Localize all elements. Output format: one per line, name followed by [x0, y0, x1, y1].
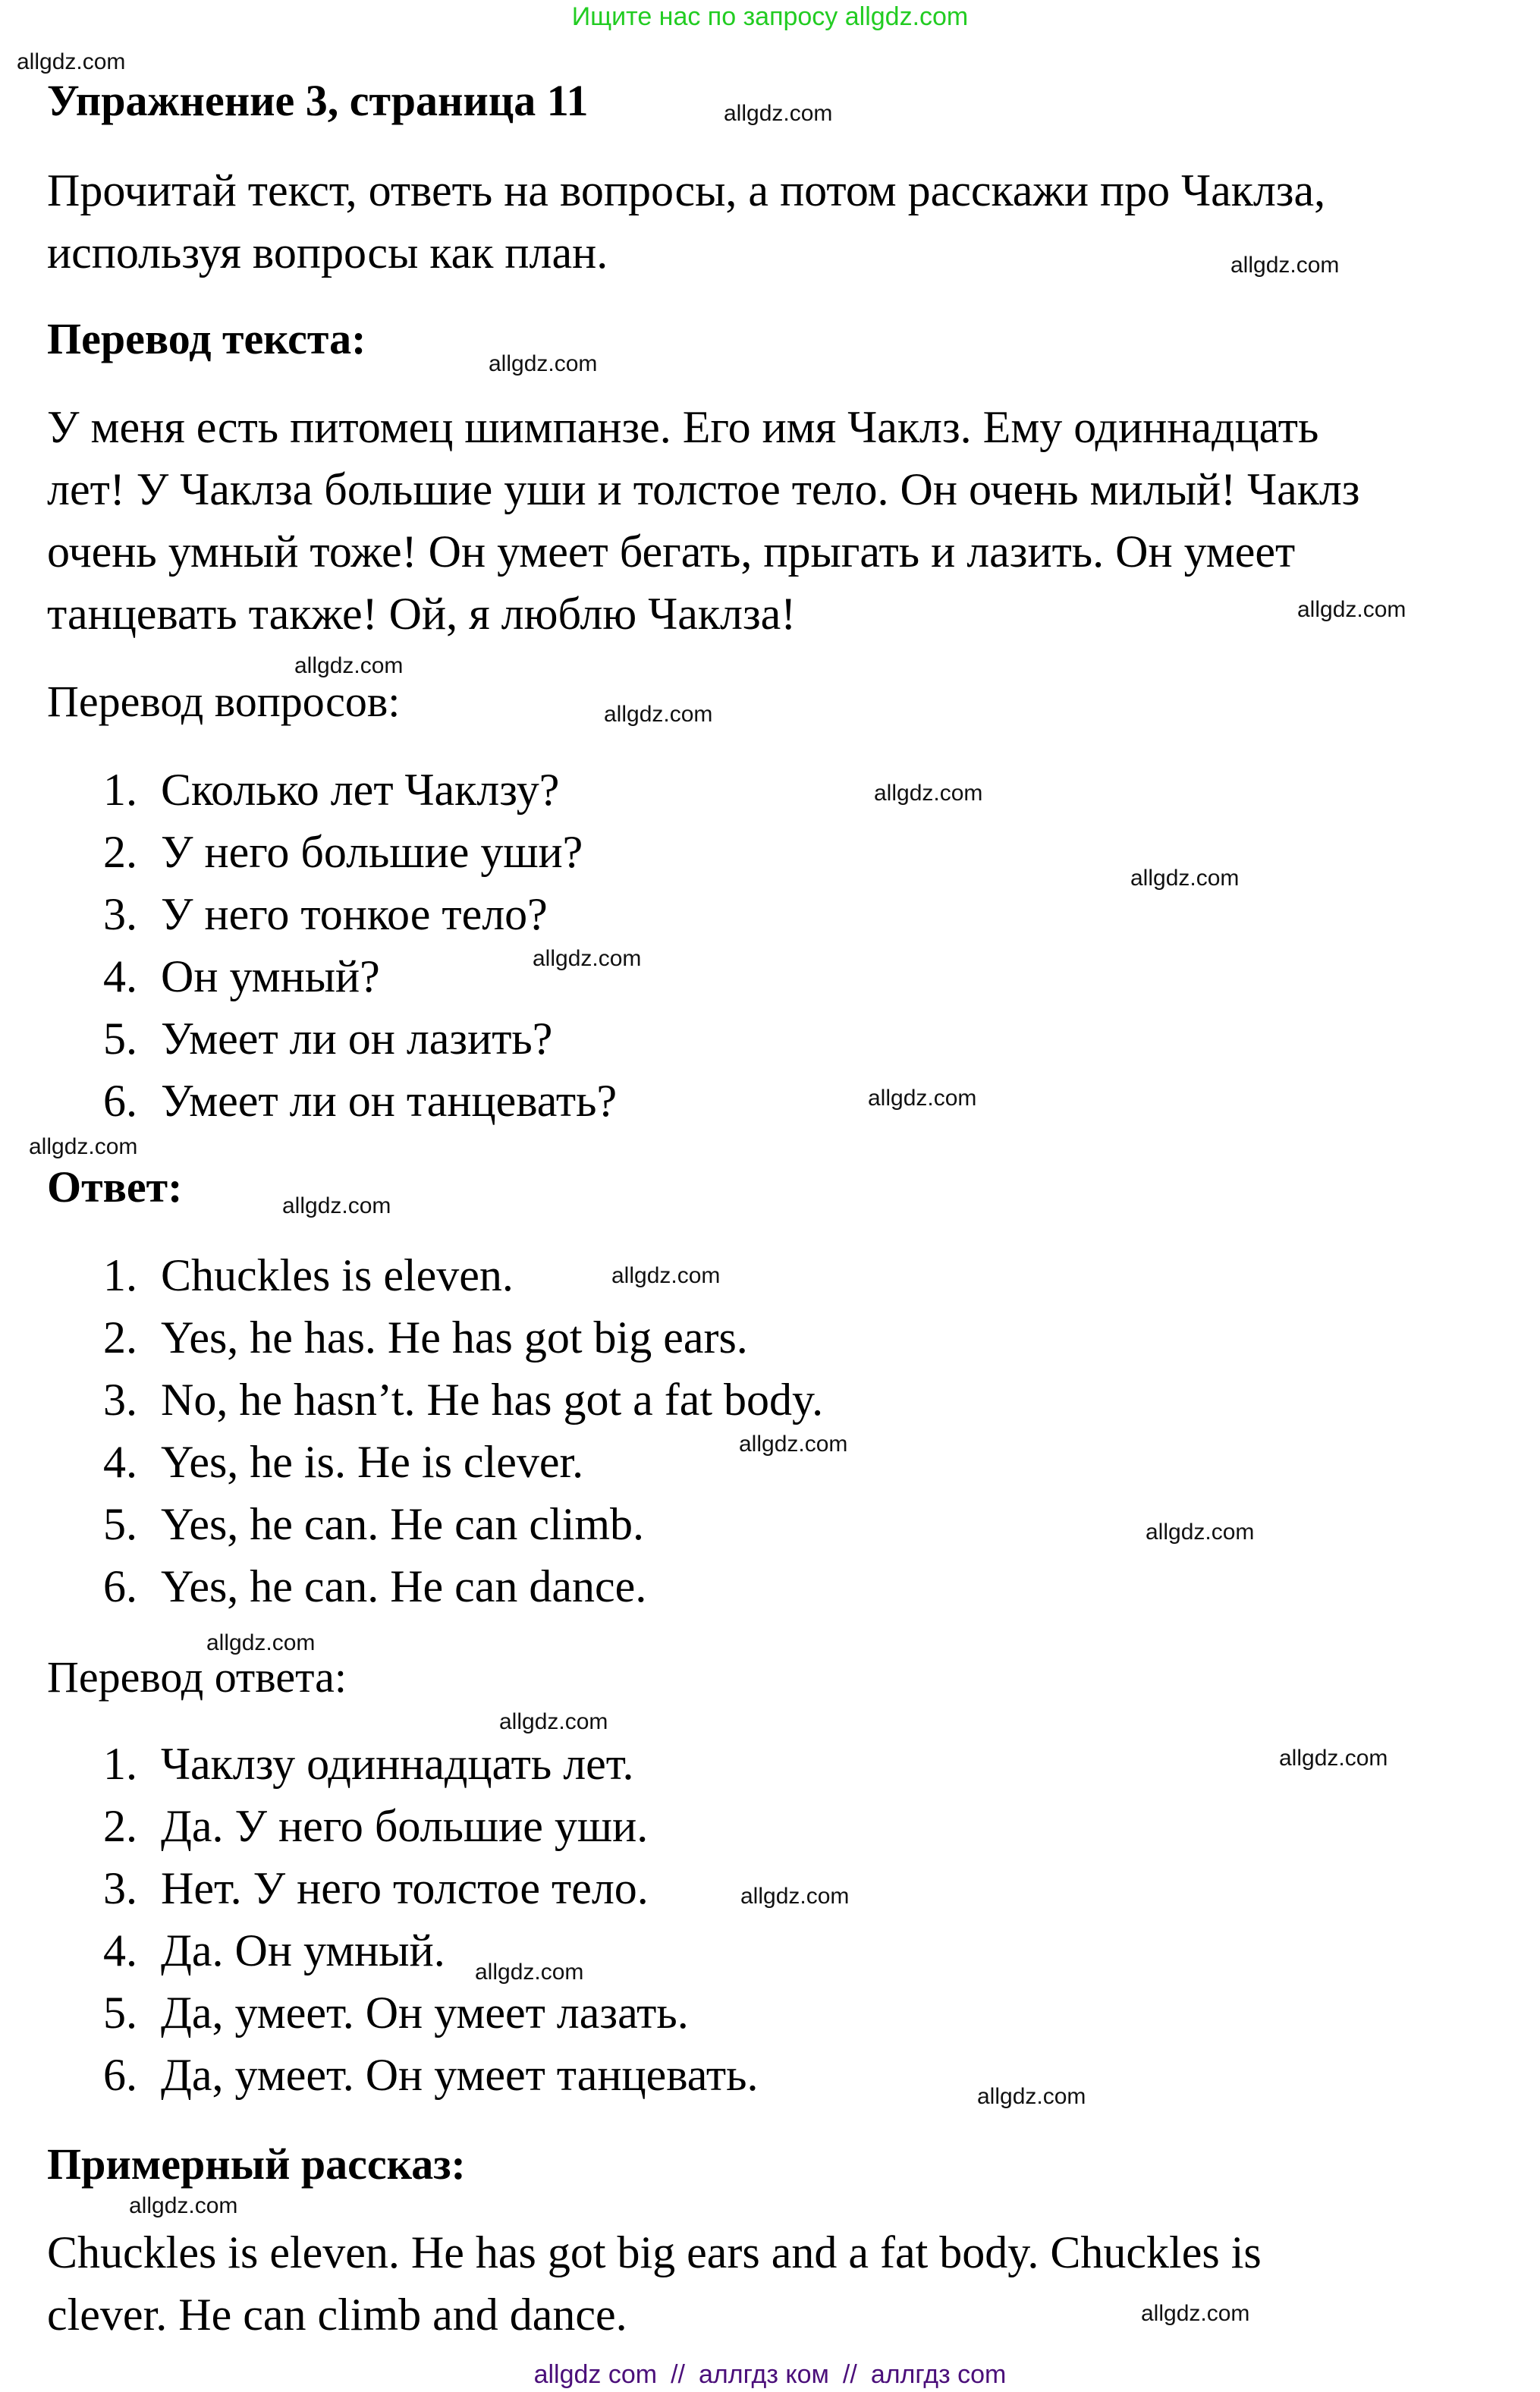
- list-number: 1.: [103, 765, 137, 815]
- list-text: Сколько лет Чаклзу?: [161, 765, 560, 815]
- footer-separator: //: [671, 2360, 686, 2389]
- watermark: allgdz.com: [724, 101, 833, 126]
- list-text: Yes, he can. He can dance.: [161, 1561, 647, 1611]
- list-number: 4.: [103, 1437, 137, 1487]
- task-line-2: используя вопросы как план.: [47, 228, 608, 278]
- list-number: 3.: [103, 1375, 137, 1425]
- watermark: allgdz.com: [739, 1432, 848, 1457]
- list-item: [47, 1982, 758, 2044]
- text-translation-line: У меня есть питомец шимпанзе. Его имя Чаклз. Ему одиннадцать: [47, 402, 1319, 452]
- list-number: 1.: [103, 1250, 137, 1300]
- list-text: У него тонкое тело?: [161, 889, 548, 939]
- sample-story-line: Chuckles is eleven. He has got big ears and a fat body. Chuckles is: [47, 2227, 1262, 2277]
- list-number: 6.: [103, 2050, 137, 2100]
- watermark: allgdz.com: [1146, 1520, 1255, 1545]
- list-number: 5.: [103, 1014, 137, 1064]
- watermark: allgdz.com: [1141, 2301, 1250, 2326]
- list-item: [47, 759, 617, 821]
- task-line-1: Прочитай текст, ответь на вопросы, а потом расскажи про Чаклза,: [47, 165, 1326, 215]
- list-text: Он умный?: [161, 951, 380, 1001]
- text-translation-heading: Перевод текста:: [47, 314, 366, 363]
- list-item: [47, 883, 617, 945]
- list-text: Чаклзу одиннадцать лет.: [161, 1739, 634, 1789]
- list-item: [47, 1007, 617, 1070]
- list-item: [47, 1795, 758, 1857]
- list-item: [47, 821, 617, 883]
- top-banner-link[interactable]: Ищите нас по запросу allgdz.com: [571, 2, 969, 31]
- list-item: [47, 1733, 758, 1795]
- answer-heading: Ответ:: [47, 1162, 183, 1212]
- text-translation-line: танцевать также! Ой, я люблю Чаклза!: [47, 589, 797, 639]
- answer-list: [47, 1244, 823, 1617]
- list-text: Chuckles is eleven.: [161, 1250, 514, 1300]
- list-number: 2.: [103, 1801, 137, 1851]
- list-text: Умеет ли он лазить?: [161, 1014, 553, 1064]
- watermark: allgdz.com: [29, 1134, 138, 1159]
- footer-link-cyrillic[interactable]: аллгдз ком: [699, 2360, 829, 2389]
- watermark: allgdz.com: [282, 1193, 391, 1218]
- watermark: allgdz.com: [1297, 597, 1406, 622]
- page-title: Упражнение 3, страница 11: [47, 76, 589, 125]
- list-text: Yes, he has. He has got big ears.: [161, 1312, 748, 1363]
- list-text: Yes, he can. He can climb.: [161, 1499, 645, 1549]
- list-number: 4.: [103, 1925, 137, 1976]
- watermark: allgdz.com: [206, 1630, 316, 1655]
- watermark: allgdz.com: [475, 1960, 584, 1985]
- watermark: allgdz.com: [1130, 866, 1240, 891]
- list-number: 6.: [103, 1561, 137, 1611]
- list-text: Yes, he is. He is clever.: [161, 1437, 584, 1487]
- list-number: 5.: [103, 1988, 137, 2038]
- list-text: Да. Он умный.: [161, 1925, 445, 1976]
- list-item: [47, 945, 617, 1007]
- list-text: Нет. У него толстое тело.: [161, 1863, 649, 1913]
- list-text: У него большие уши?: [161, 827, 583, 877]
- list-item: [47, 1431, 823, 1493]
- list-item: [47, 1306, 823, 1369]
- footer-separator: //: [842, 2360, 857, 2389]
- watermark: allgdz.com: [611, 1263, 721, 1288]
- list-number: 3.: [103, 889, 137, 939]
- sample-story-heading: Примерный рассказ:: [47, 2139, 466, 2189]
- watermark: allgdz.com: [17, 49, 126, 74]
- list-text: Умеет ли он танцевать?: [161, 1076, 618, 1126]
- text-translation-line: очень умный тоже! Он умеет бегать, прыгать и лазить. Он умеет: [47, 526, 1296, 577]
- footer-link-latin[interactable]: allgdz com: [533, 2360, 658, 2389]
- watermark: allgdz.com: [294, 653, 404, 678]
- list-item: [47, 2044, 758, 2106]
- list-number: 4.: [103, 951, 137, 1001]
- list-item: [47, 1070, 617, 1132]
- watermark: allgdz.com: [868, 1086, 977, 1111]
- list-number: 2.: [103, 827, 137, 877]
- list-text: Да, умеет. Он умеет танцевать.: [161, 2050, 759, 2100]
- list-text: Да. У него большие уши.: [161, 1801, 649, 1851]
- watermark: allgdz.com: [499, 1709, 608, 1734]
- footer-banner[interactable]: [0, 2358, 1540, 2391]
- list-item: [47, 1919, 758, 1982]
- list-number: 5.: [103, 1499, 137, 1549]
- watermark: allgdz.com: [740, 1884, 850, 1909]
- watermark: allgdz.com: [1230, 253, 1340, 278]
- list-item: [47, 1493, 823, 1555]
- watermark: allgdz.com: [1279, 1746, 1388, 1771]
- list-number: 3.: [103, 1863, 137, 1913]
- answer-translation-list: [47, 1733, 758, 2106]
- text-translation-line: лет! У Чаклза большие уши и толстое тело. Он очень милый! Чаклз: [47, 464, 1360, 514]
- answer-translation-heading: Перевод ответа:: [47, 1652, 347, 1702]
- watermark: allgdz.com: [533, 946, 642, 971]
- watermark: allgdz.com: [604, 702, 713, 727]
- watermark: allgdz.com: [977, 2084, 1086, 2109]
- list-number: 2.: [103, 1312, 137, 1363]
- questions-translation-heading: Перевод вопросов:: [47, 677, 401, 726]
- watermark: allgdz.com: [874, 781, 983, 806]
- list-text: No, he hasn’t. He has got a fat body.: [161, 1375, 824, 1425]
- list-item: [47, 1555, 823, 1617]
- list-number: 1.: [103, 1739, 137, 1789]
- list-item: [47, 1369, 823, 1431]
- sample-story-line: clever. He can climb and dance.: [47, 2290, 627, 2340]
- list-item: [47, 1857, 758, 1919]
- list-text: Да, умеет. Он умеет лазать.: [161, 1988, 689, 2038]
- watermark: allgdz.com: [129, 2193, 238, 2218]
- watermark: allgdz.com: [489, 351, 598, 376]
- footer-link-mixed[interactable]: аллгдз com: [870, 2360, 1007, 2389]
- questions-translation-list: [47, 759, 617, 1132]
- list-number: 6.: [103, 1076, 137, 1126]
